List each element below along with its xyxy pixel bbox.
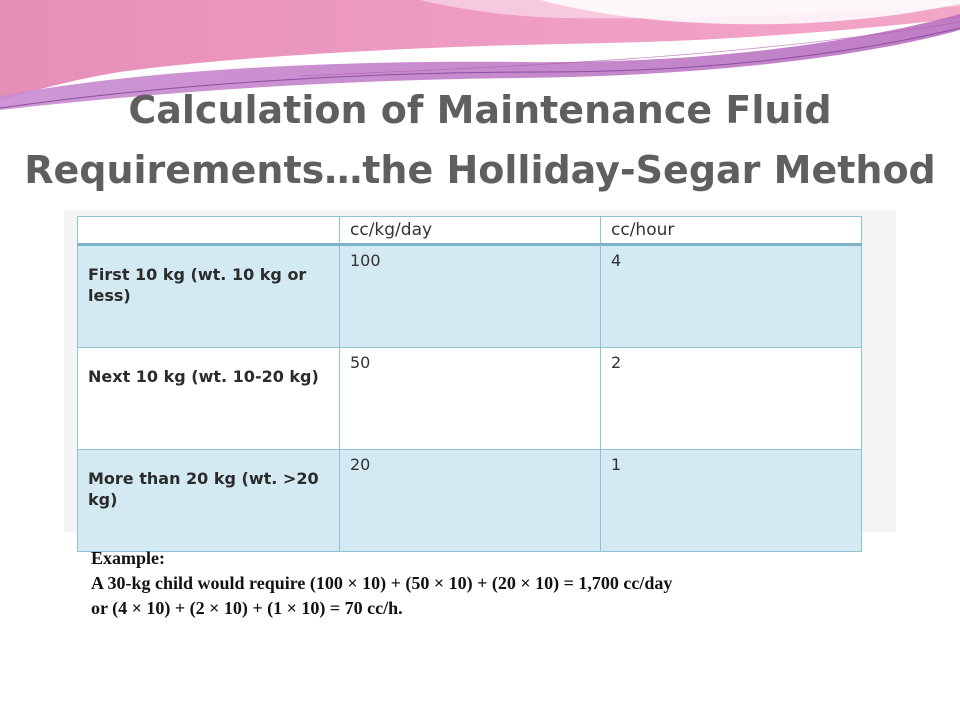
example-calculation: [91, 546, 931, 621]
table-row: [78, 245, 862, 348]
cell-cc-hour: 1: [601, 450, 862, 552]
header-empty-cell: [78, 217, 340, 245]
cell-cc-hour: 2: [601, 348, 862, 450]
cell-cc-kg-day: 50: [340, 348, 601, 450]
table-header-row: [78, 217, 862, 245]
header-cc-hour: cc/hour: [601, 217, 862, 245]
row-label-first-10-kg: First 10 kg (wt. 10 kg or less): [78, 245, 340, 348]
maintenance-fluid-table: [77, 216, 862, 552]
slide-title-line-1: Calculation of Maintenance Fluid: [128, 88, 832, 132]
row-label-next-10-kg: Next 10 kg (wt. 10-20 kg): [78, 348, 340, 450]
slide-title: [0, 80, 960, 200]
table-row: [78, 348, 862, 450]
header-cc-kg-day: cc/kg/day: [340, 217, 601, 245]
cell-cc-kg-day: 100: [340, 245, 601, 348]
table-row: [78, 450, 862, 552]
cell-cc-hour: 4: [601, 245, 862, 348]
example-heading: Example:: [91, 548, 165, 568]
row-label-more-than-20-kg: More than 20 kg (wt. >20 kg): [78, 450, 340, 552]
example-line-1: A 30-kg child would require (100 × 10) + (50 × 10) + (20 × 10) = 1,700 cc/day: [91, 573, 673, 593]
slide-title-line-2: Requirements…the Holliday-Segar Method: [24, 148, 936, 192]
example-line-2: or (4 × 10) + (2 × 10) + (1 × 10) = 70 cc/h.: [91, 598, 403, 618]
cell-cc-kg-day: 20: [340, 450, 601, 552]
